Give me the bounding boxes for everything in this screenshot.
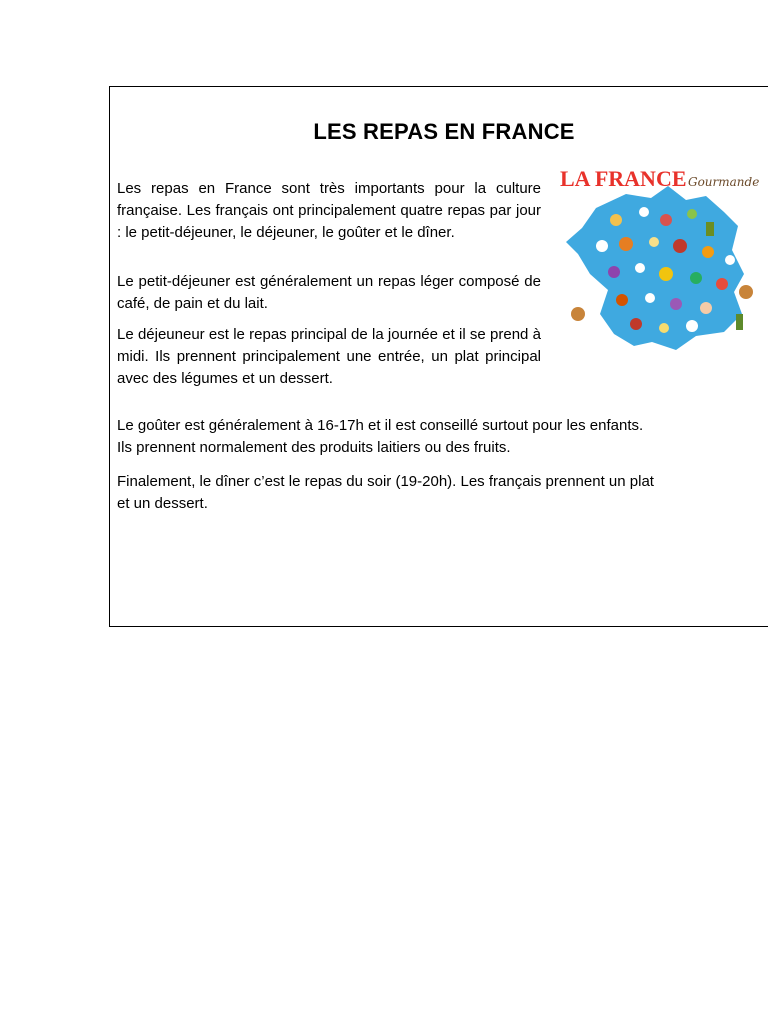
paragraph-intro: Les repas en France sont très importants pour la culture française. Les français ont principalement quatre repas par jour : le petit-déjeuner, le déjeuner, le goûter et le dîner. (117, 180, 541, 241)
france-map-shape (566, 186, 744, 350)
paragraph-dinner-line-1: Finalement, le dîner c’est le repas du soir (19-20h). Les français prennent un plat (117, 473, 654, 490)
paragraph-dinner-line-2: et un dessert. (117, 495, 208, 512)
france-food-map-illustration (556, 164, 768, 360)
paragraph-snack-line-2: Ils prennent normalement des produits laitiers ou des fruits. (117, 439, 511, 456)
paragraph-dinner (117, 471, 768, 515)
paragraph-lunch (117, 324, 541, 390)
map-heading: LA FRANCE (560, 166, 687, 191)
paragraph-breakfast: Le petit-déjeuner est généralement un repas léger composé de café, de pain et du lait. (117, 273, 541, 312)
paragraph-snack-line-1: Le goûter est généralement à 16-17h et il est conseillé surtout pour les enfants. (117, 417, 644, 434)
paragraph-snack (117, 415, 768, 459)
map-subheading: Gourmande (688, 175, 760, 189)
paragraph-lunch-text: Le déjeuneur est le repas principal de la journée et il se prend à midi. Ils prennent principalement une entrée, un plat principal avec des légumes et un dessert. (117, 326, 541, 387)
page-title: LES REPAS EN FRANCE (313, 119, 575, 144)
